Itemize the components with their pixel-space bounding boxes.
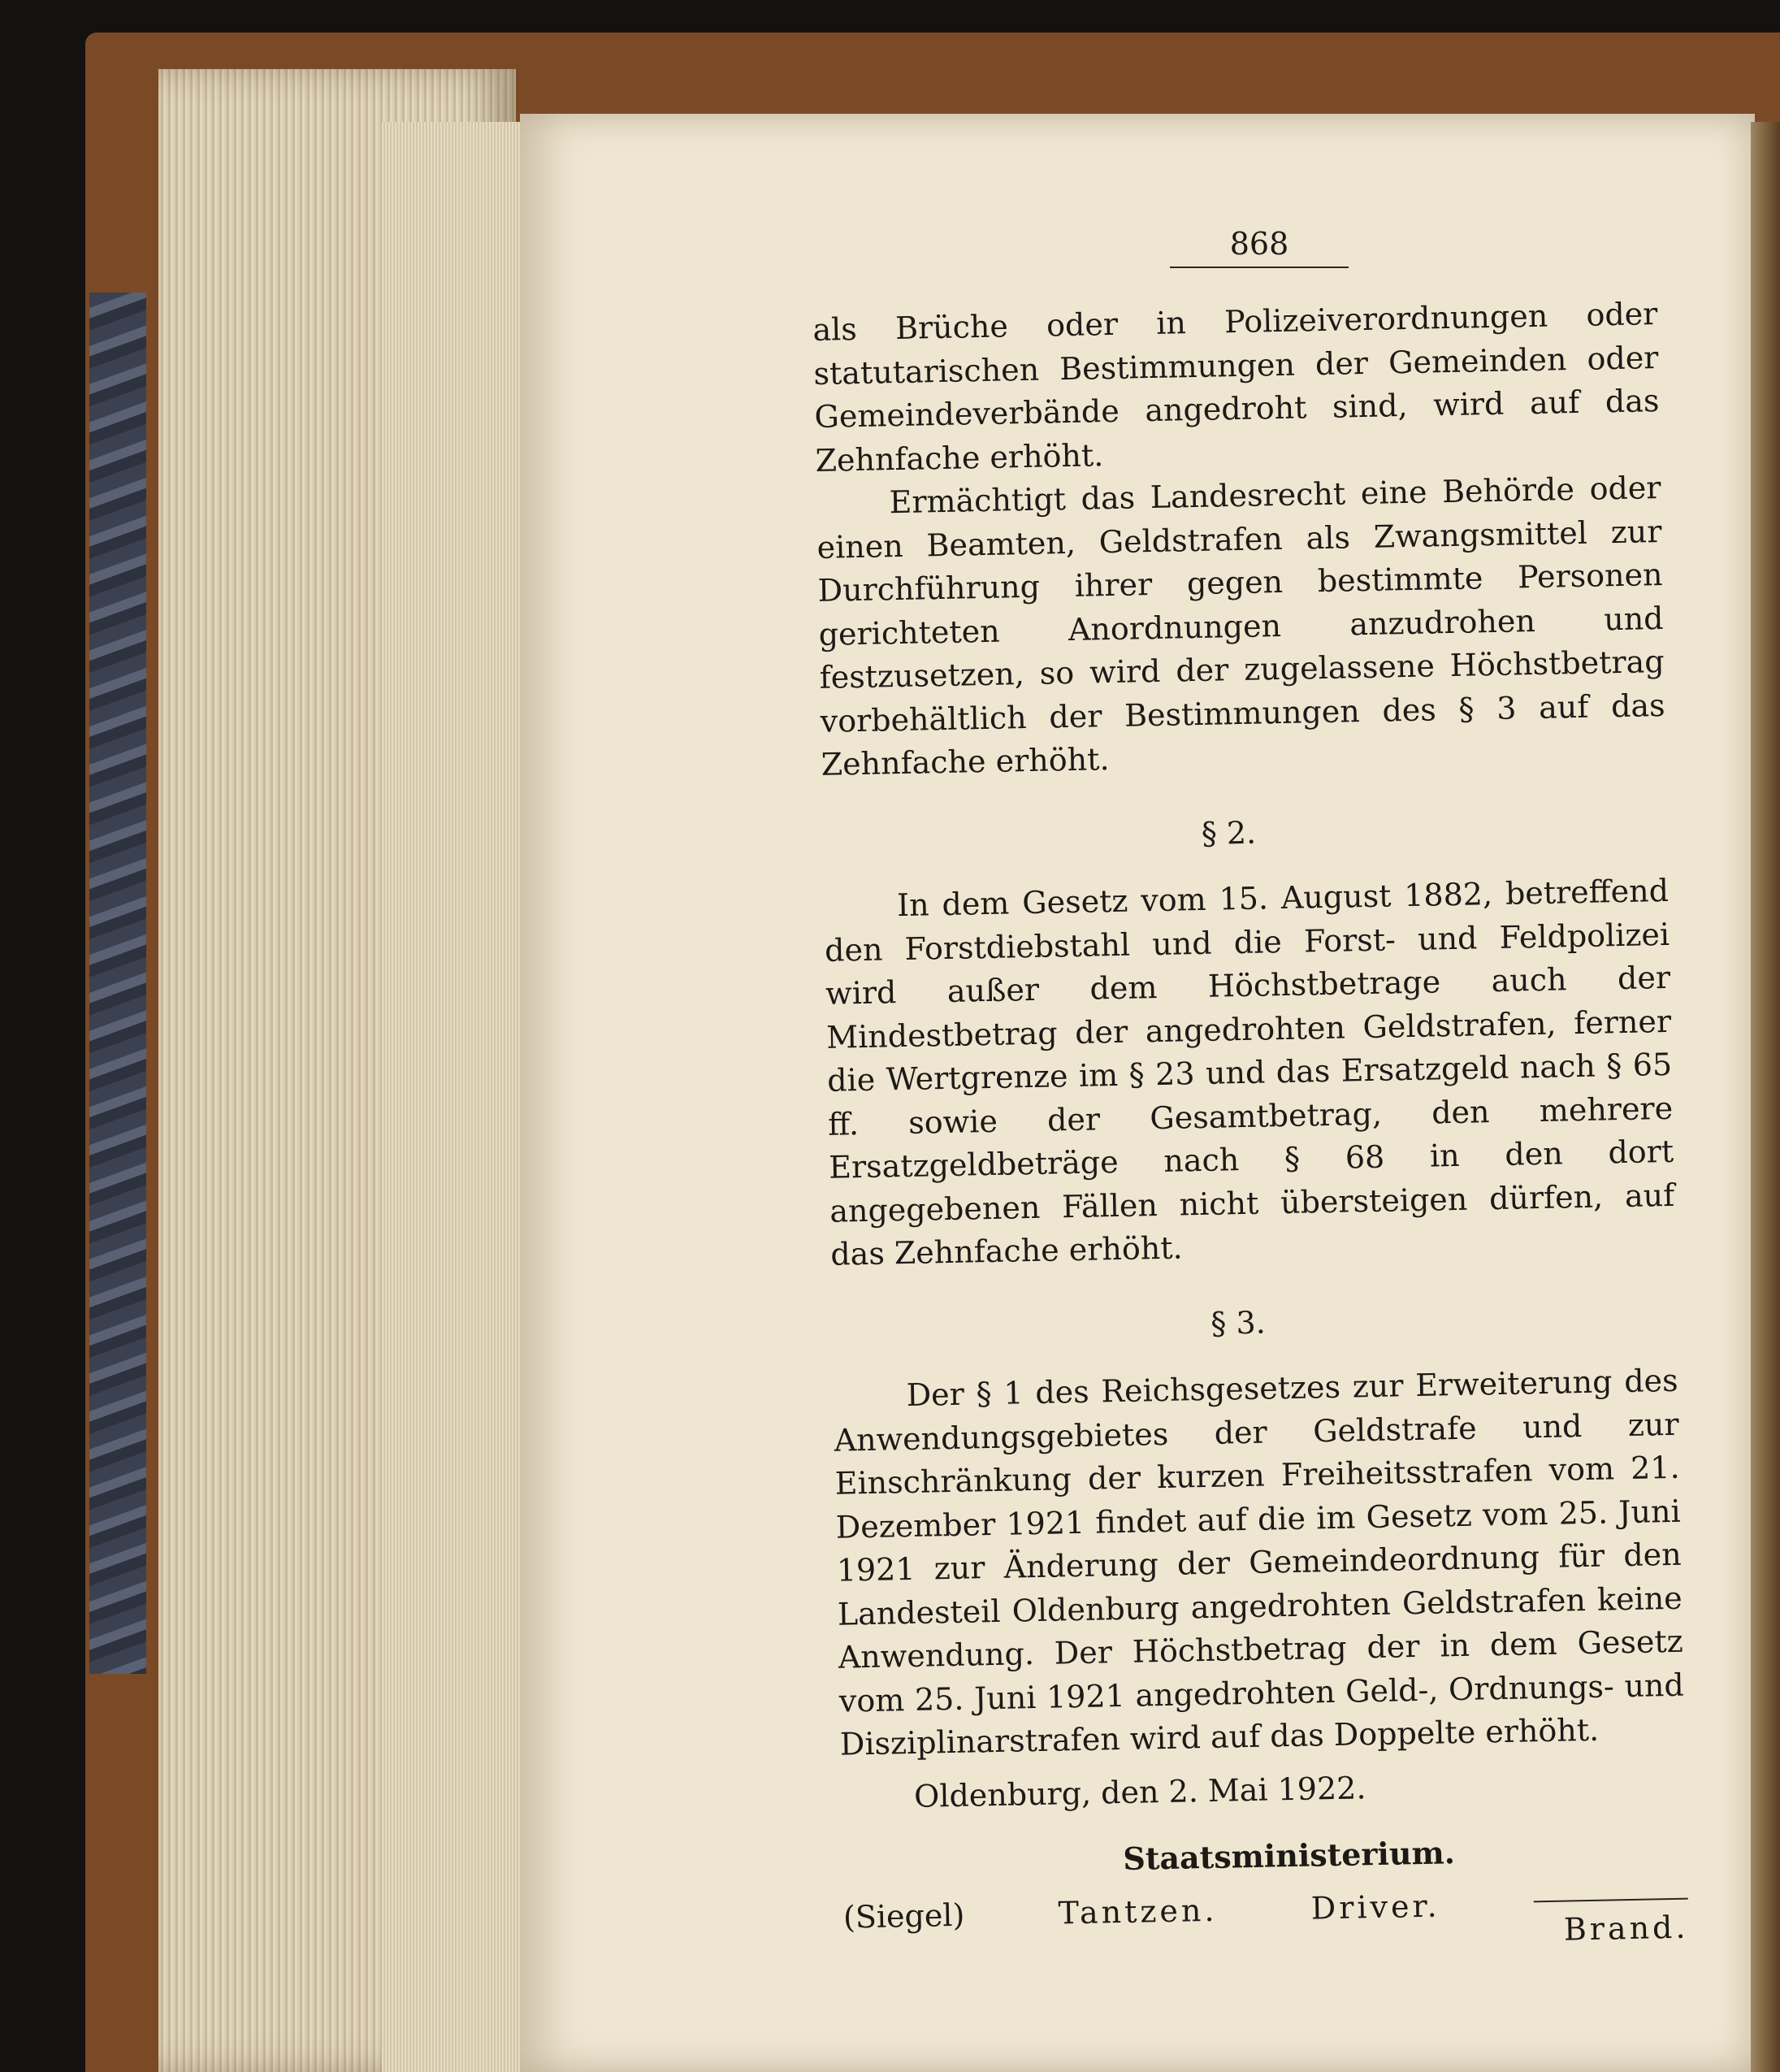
- seal-label: (Siegel): [842, 1896, 965, 1935]
- signature-brand: Brand.: [1563, 1909, 1689, 1948]
- paragraph-2: Ermächtigt das Landesrecht eine Behörde oder einen Beamten, Geldstrafen als Zwangsmittel zur Durchführung ihrer gegen bestimmte Personen gerichteten Anordnungen anzudrohen und festzusetzen, so wird der zugelassene Höchstbetrag vorbehältlich der Bestimmungen des § 3 auf das Zehnfache erhöht.: [816, 469, 1665, 782]
- right-page-edge: [1751, 122, 1780, 2072]
- page-text: [812, 293, 1689, 1966]
- ministry-title: Staatsministerium.: [1122, 1834, 1456, 1878]
- book-spine-marbled: [89, 293, 146, 1674]
- signature-driver: Driver.: [1310, 1888, 1440, 1927]
- paragraph-1: als Brüche oder in Polizeiverordnungen oder statutarischen Bestimmungen der Gemeinden oder Gemeindeverbände angedroht sind, wird auf das Zehnfache erhöht.: [812, 296, 1660, 479]
- place-date: Oldenburg, den 2. Mai 1922.: [913, 1769, 1366, 1814]
- signature-rule: [1534, 1897, 1688, 1902]
- page-number: 868: [1170, 226, 1349, 268]
- paragraph-4: Der § 1 des Reichsgesetzes zur Erweiterung des Anwendungsgebietes der Geldstrafe und zur Einschränkung der kurzen Freiheitsstrafen vom 21. Dezember 1921 findet auf die im Gesetz vom 25. Juni 1921 zur Änderung der Gemeindeordnung für den Landesteil Oldenburg angedrohten Geldstrafen keine Anwendung. Der Höchstbetrag der in dem Gesetz vom 25. Juni 1921 angedrohten Geld-, Ordnungs- und Disziplinarstrafen wird auf das Doppelte erhöht.: [834, 1362, 1685, 1762]
- section-3-heading: § 3.: [1210, 1304, 1267, 1342]
- signature-brand-block: [1533, 1879, 1689, 1952]
- section-2-heading: § 2.: [1201, 814, 1257, 852]
- paragraph-3: In dem Gesetz vom 15. August 1882, betreffend den Forstdiebstahl und die Forst- und Feldpolizei wird außer dem Höchstbetrage auch der Mindestbetrag der angedrohten Geldstrafen, ferner die Wertgrenze im § 23 und das Ersatzgeld nach § 65 ff. sowie der Gesamtbetrag, den mehrere Ersatzgeldbeträge nach § 68 in den dort angegebenen Fällen nicht übersteigen dürfen, auf das Zehnfache erhöht.: [824, 872, 1675, 1272]
- signature-tantzen: Tantzen.: [1058, 1892, 1218, 1931]
- left-page-edges: [382, 122, 520, 2072]
